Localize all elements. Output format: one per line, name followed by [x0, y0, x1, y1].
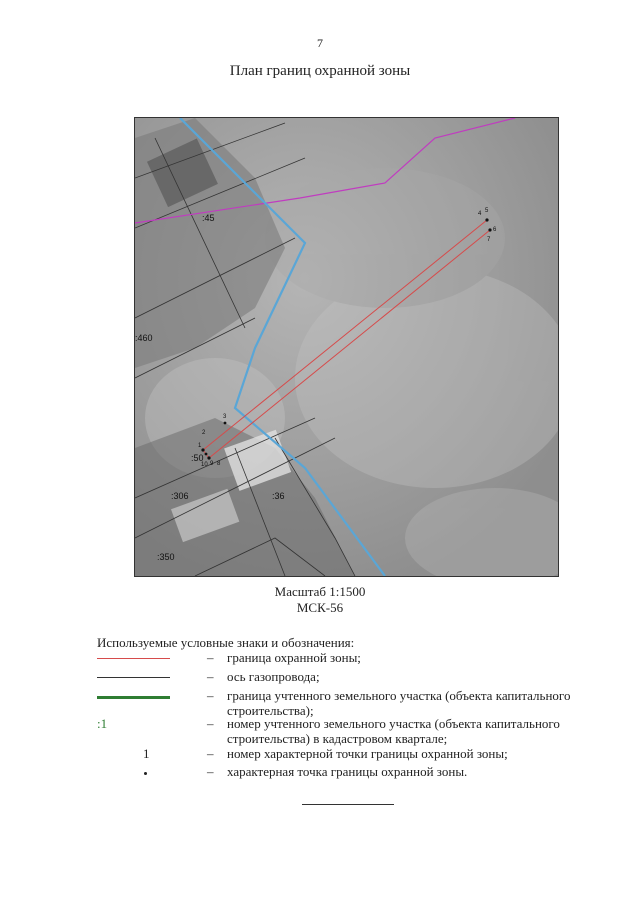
legend-dash: – [207, 688, 214, 703]
parcel-label: :50 [191, 453, 204, 463]
page-number: 7 [317, 36, 323, 50]
green-line-symbol [97, 696, 170, 699]
scale-caption: Масштаб 1:1500 [274, 584, 366, 599]
point-label: 1 [198, 443, 202, 449]
point-label: 3 [223, 414, 227, 420]
point-label: 7 [487, 237, 491, 243]
parcel-label: :45 [202, 213, 215, 223]
legend-text: характерная точка границы охранной зоны. [227, 764, 468, 779]
legend-heading: Используемые условные знаки и обозначения: [97, 635, 355, 650]
point-label: 5 [485, 208, 489, 214]
point-label: 10 [201, 462, 208, 468]
point-number-symbol: 1 [143, 746, 150, 761]
point-label: 2 [202, 430, 206, 436]
point-marker [224, 422, 227, 425]
point-dot-symbol [144, 772, 147, 775]
legend-dash: – [207, 669, 214, 684]
parcel-label: :306 [171, 491, 189, 501]
red-line-symbol [97, 658, 170, 659]
parcel-label: :36 [272, 491, 285, 501]
legend-text: ось газопровода; [227, 669, 320, 684]
point-label: 6 [493, 227, 497, 233]
point-marker [485, 218, 488, 221]
coordinate-system-caption: МСК-56 [296, 600, 344, 615]
point-marker [205, 453, 208, 456]
point-marker [207, 456, 210, 459]
legend-dash: – [207, 716, 214, 731]
legend-text: номер учтенного земельного участка (объекта капитального строительства) в кадастровом квартале; [227, 716, 560, 746]
point-label: 8 [217, 461, 221, 467]
point-marker [201, 448, 204, 451]
black-line-symbol [97, 677, 170, 678]
legend-dash: – [207, 746, 214, 761]
legend-dash: – [207, 650, 214, 665]
legend-dash: – [207, 764, 214, 779]
parcel-label: :350 [157, 552, 175, 562]
end-rule [302, 804, 394, 805]
parcel-number-symbol: :1 [97, 716, 108, 731]
point-label: 9 [210, 461, 214, 467]
boundary-map [134, 117, 559, 577]
legend-text: граница охранной зоны; [227, 650, 361, 665]
parcel-label: :460 [135, 333, 153, 343]
legend-text: граница учтенного земельного участка (объекта капитального строительства); [227, 688, 571, 718]
point-label: 4 [478, 211, 482, 217]
legend-text: номер характерной точки границы охранной зоны; [227, 746, 508, 761]
point-marker [488, 228, 491, 231]
page-title: План границ охранной зоны [229, 63, 411, 79]
map-svg [135, 118, 558, 576]
